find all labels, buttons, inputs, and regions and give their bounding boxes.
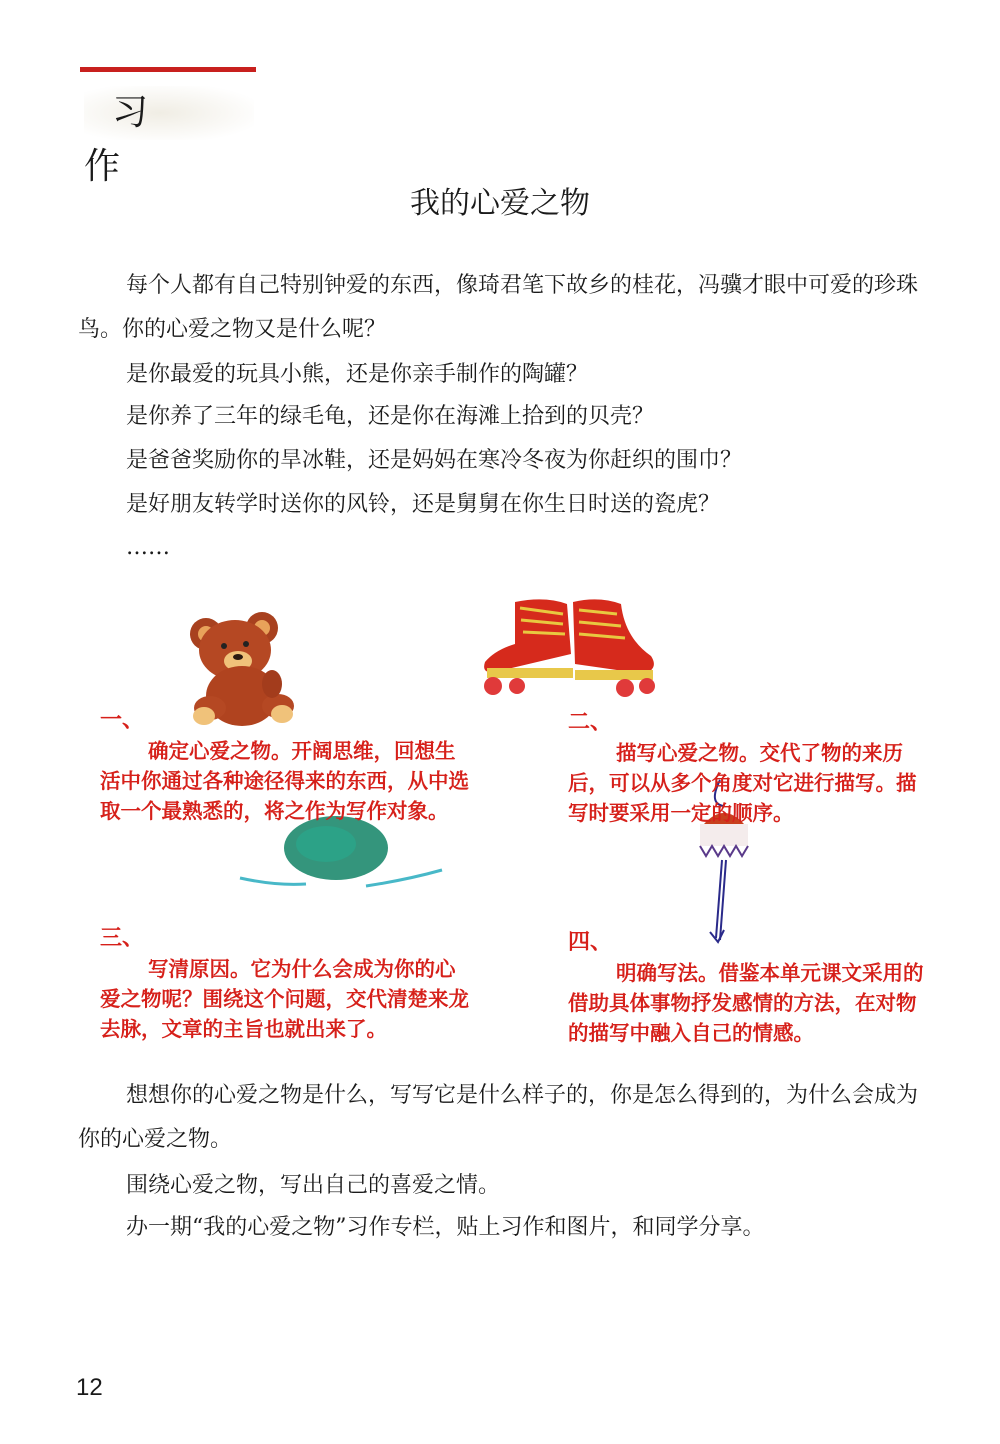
- task-text: 想想你的心爱之物是什么，写写它是什么样子的，你是怎么得到的，为什么会成为你的心爱之物。: [78, 1083, 919, 1152]
- section-header-bar: [80, 67, 256, 72]
- tip-text: 写清原因。它为什么会成为你的心爱之物呢？围绕这个问题，交代清楚来龙去脉，文章的主旨也就出来了。: [100, 957, 469, 1041]
- tip-number: 四、: [568, 930, 613, 955]
- tip-text: 描写心爱之物。交代了物的来历后，可以从多个角度对它进行描写。描写时要采用一定的顺序。: [568, 741, 917, 825]
- section-heading-text: 习 作: [84, 92, 179, 187]
- task-paragraph-2: 围绕心爱之物，写出自己的喜爱之情。: [126, 1173, 501, 1198]
- question-line-4: 是好朋友转学时送你的风铃，还是舅舅在你生日时送的瓷虎？: [126, 492, 721, 517]
- task-paragraph-3: 办一期“我的心爱之物”习作专栏，贴上习作和图片，和同学分享。: [126, 1215, 765, 1240]
- tip-text: 确定心爱之物。开阔思维，回想生活中你通过各种途径得来的东西，从中选取一个最熟悉的，将之作为写作对象。: [100, 739, 469, 823]
- question-line-2: 是你养了三年的绿毛龟，还是你在海滩上拾到的贝壳？: [126, 404, 655, 429]
- tip-number: 二、: [568, 710, 613, 735]
- page-number: 12: [76, 1374, 103, 1401]
- writing-tip-4: [568, 928, 930, 1048]
- task-paragraph-1: [78, 1074, 918, 1162]
- page-title: 我的心爱之物: [410, 186, 590, 221]
- question-line-1: 是你最爱的玩具小熊，还是你亲手制作的陶罐？: [126, 362, 589, 387]
- tip-number: 一、: [100, 708, 145, 733]
- question-line-3: 是爸爸奖励你的旱冰鞋，还是妈妈在寒冷冬夜为你赶织的围巾？: [126, 448, 743, 473]
- intro-text: 每个人都有自己特别钟爱的东西，像琦君笔下故乡的桂花，冯骥才眼中可爱的珍珠鸟。你的心爱之物又是什么呢？: [78, 273, 919, 342]
- tip-text: 明确写法。借鉴本单元课文采用的借助具体事物抒发感情的方法，在对物的描写中融入自己的情感。: [568, 961, 924, 1045]
- writing-tip-3: [100, 924, 470, 1044]
- section-heading: [84, 86, 254, 187]
- question-ellipsis: ……: [126, 535, 170, 560]
- writing-tip-1: [100, 706, 470, 826]
- tip-number: 三、: [100, 926, 145, 951]
- writing-tip-2: [568, 708, 930, 828]
- roller-skates-illustration: [475, 594, 665, 704]
- intro-paragraph: [78, 264, 918, 352]
